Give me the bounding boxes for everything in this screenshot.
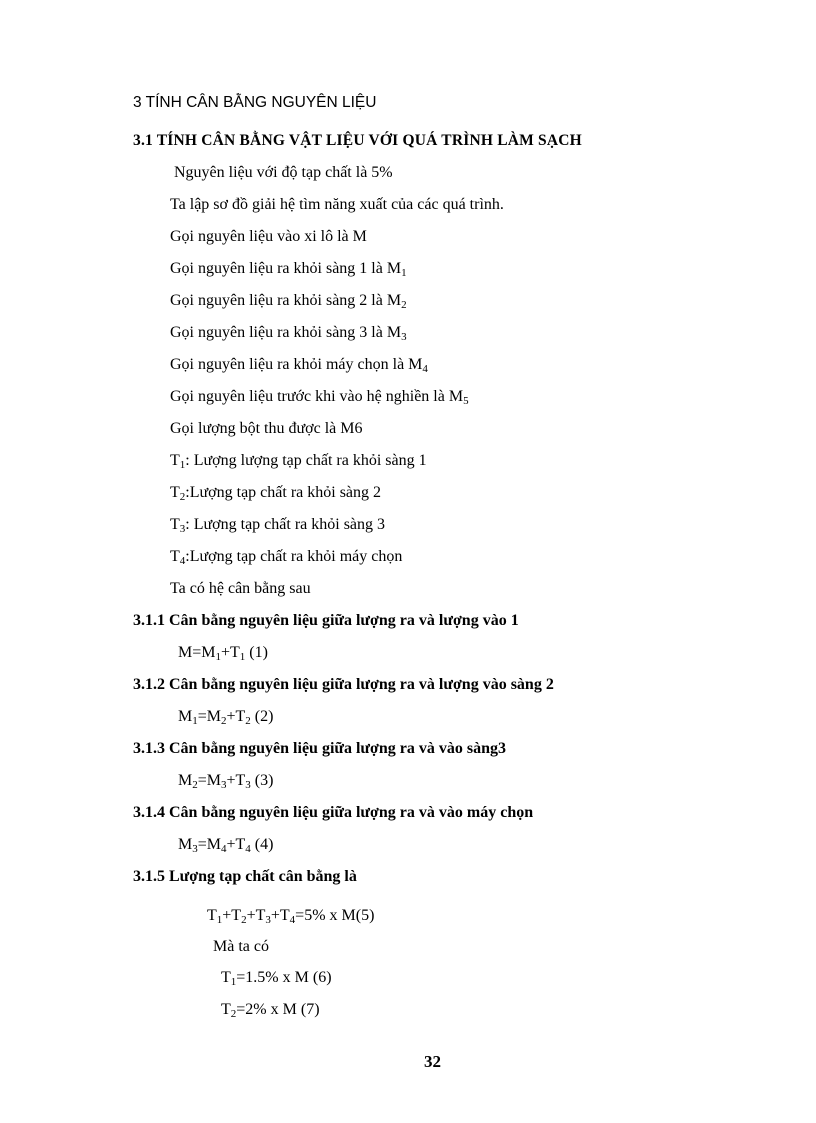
definition-line: Gọi nguyên liệu ra khỏi máy chọn là $M_4$ [170,356,428,375]
system-intro: Ta có hệ cân bằng sau [170,580,311,597]
definition-line: Gọi nguyên liệu trước khi vào hệ nghiền là $M_5$ [170,388,469,407]
subsection-heading: 3.1.5 Lượng tạp chất cân bằng là [133,868,357,885]
impurity-line: $T_3$: Lượng tạp chất ra khỏi sàng 3 [170,516,386,535]
subsection-heading: 3.1.4 Cân bằng nguyên liệu giữa lượng ra và vào máy chọn [133,804,534,821]
definition-line: Gọi nguyên liệu ra khỏi sàng 1 là $M_1$ [170,260,407,279]
section-heading: 3.1 TÍNH CÂN BẰNG VẬT LIỆU VỚI QUÁ TRÌNH LÀM SẠCH [133,132,582,149]
intro-line: Gọi nguyên liệu vào xi lô là M [170,228,367,245]
impurity-line: $T_1$: Lượng lượng tạp chất ra khỏi sàng 1 [170,452,427,471]
subsection-heading: 3.1.3 Cân bằng nguyên liệu giữa lượng ra và vào sàng3 [133,740,507,757]
equation: $M_2=M_3+T_3$ (3) [178,772,274,791]
equation: $M=M_1+T_1$ (1) [178,644,268,663]
equation: $M_3=M_4+T_4$ (4) [178,836,274,855]
subsection-heading: 3.1.2 Cân bằng nguyên liệu giữa lượng ra và lượng vào sàng 2 [133,676,554,693]
definition-line: Gọi nguyên liệu ra khỏi sàng 2 là $M_2$ [170,292,407,311]
subsection-heading: 3.1.1 Cân bằng nguyên liệu giữa lượng ra và lượng vào 1 [133,612,519,629]
definition-line: Gọi nguyên liệu ra khỏi sàng 3 là $M_3$ [170,324,407,343]
definition-line: Gọi lượng bột thu được là M6 [170,420,363,437]
intro-line: Ta lập sơ đồ giải hệ tìm năng xuất của các quá trình. [170,196,504,213]
impurity-line: $T_4:Lượng$ tạp chất ra khỏi máy chọn [170,548,403,567]
equation: $T_1=1.5\%$ x M (6) [221,969,332,988]
intro-line: Nguyên liệu với độ tạp chất là 5% [174,164,393,181]
equation: $T_2=2\%$ x M (7) [221,1001,320,1020]
chapter-heading: 3 TÍNH CÂN BẰNG NGUYÊN LIỆU [133,94,377,111]
text-line: Mà ta có [213,938,269,955]
impurity-line: $T_2:Lượng$ tạp chất ra khỏi sàng 2 [170,484,382,503]
page-number: 32 [424,1052,441,1071]
equation: $M_1=M_2+T_2$ (2) [178,708,274,727]
equation: $T_1+T_2+T_3+T_4=5\%$ x M(5) [207,907,375,926]
